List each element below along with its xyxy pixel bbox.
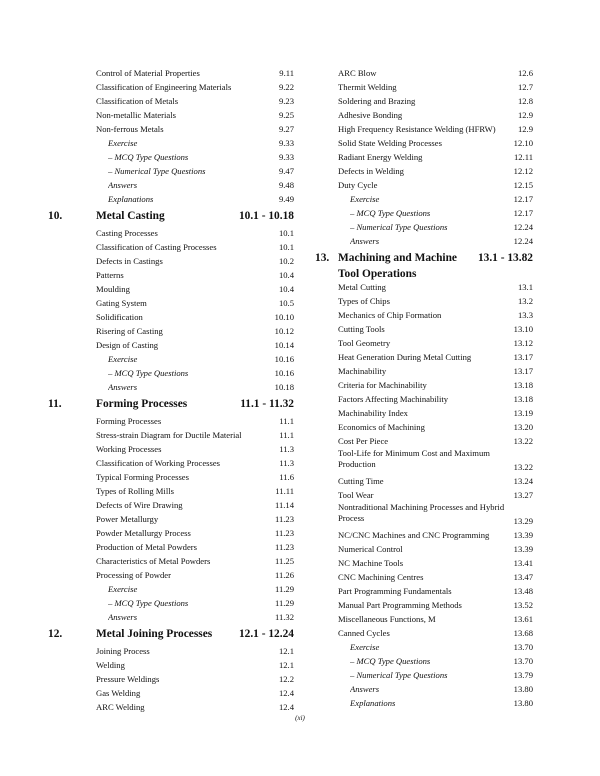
- toc-entry[interactable]: [44, 310, 294, 324]
- toc-entry[interactable]: [313, 350, 533, 364]
- entry-page-number: 13.39: [513, 544, 533, 554]
- entry-title: Exercise: [108, 138, 138, 148]
- entry-title: Explanations: [108, 194, 154, 204]
- entry-title: Defects in Welding: [338, 166, 404, 176]
- entry-page-number: 13.18: [513, 380, 533, 390]
- toc-entry[interactable]: [313, 420, 533, 434]
- entry-title: Characteristics of Metal Powders: [96, 556, 211, 566]
- entry-title: Economics of Machining: [338, 422, 425, 432]
- entry-title: Answers: [108, 180, 138, 190]
- toc-entry[interactable]: [313, 626, 533, 640]
- toc-entry[interactable]: [313, 308, 533, 322]
- toc-subentry[interactable]: [44, 164, 294, 178]
- entry-title: – Numerical Type Questions: [108, 166, 206, 176]
- entry-page-number: 10.5: [278, 298, 294, 308]
- toc-entry[interactable]: [44, 442, 294, 456]
- entry-title: Classification of Engineering Materials: [96, 82, 232, 92]
- toc-subentry[interactable]: [44, 150, 294, 164]
- toc-entry[interactable]: [44, 296, 294, 310]
- chapter-number: 10.: [48, 210, 63, 222]
- entry-title: Patterns: [96, 270, 124, 280]
- toc-entry[interactable]: [44, 122, 294, 136]
- entry-title: CNC Machining Centres: [338, 572, 424, 582]
- entry-title: Machinability: [338, 366, 387, 376]
- entry-title: Factors Affecting Machinability: [338, 394, 449, 404]
- entry-title: Machinability Index: [338, 408, 408, 418]
- toc-entry[interactable]: [44, 470, 294, 484]
- toc-entry[interactable]: [313, 80, 533, 94]
- entry-page-number: 12.24: [513, 222, 533, 232]
- toc-entry[interactable]: [44, 456, 294, 470]
- toc-subentry[interactable]: [313, 234, 533, 248]
- entry-page-number: 10.18: [274, 382, 294, 392]
- entry-page-number: 11.23: [274, 528, 294, 538]
- entry-title: Typical Forming Processes: [96, 472, 189, 482]
- entry-page-number: 11.32: [274, 612, 294, 622]
- chapter-heading[interactable]: [44, 206, 294, 226]
- chapter-title: Metal Joining Processes: [96, 628, 213, 640]
- entry-page-number: 12.9: [517, 110, 533, 120]
- entry-title: Types of Chips: [338, 296, 390, 306]
- entry-page-number: 11.29: [274, 598, 294, 608]
- toc-entry[interactable]: [313, 364, 533, 378]
- entry-page-number: 9.23: [278, 96, 294, 106]
- toc-entry[interactable]: [44, 700, 294, 714]
- entry-title: Risering of Casting: [96, 326, 163, 336]
- entry-page-number: 11.1: [279, 430, 294, 440]
- toc-entry[interactable]: [44, 554, 294, 568]
- entry-page-number: 12.7: [517, 82, 533, 92]
- entry-page-number: 10.10: [274, 312, 294, 322]
- entry-title: Types of Rolling Mills: [96, 486, 174, 496]
- entry-page-number: 12.6: [517, 68, 533, 78]
- chapter-page-range: 12.1 - 12.24: [238, 628, 294, 640]
- toc-subentry[interactable]: [44, 380, 294, 394]
- entry-title: Explanations: [350, 698, 396, 708]
- entry-title: – Numerical Type Questions: [350, 222, 448, 232]
- entry-page-number: 10.4: [278, 270, 294, 280]
- entry-page-number: 13.3: [517, 310, 533, 320]
- toc-entry[interactable]: [313, 474, 533, 488]
- chapter-page-range: 10.1 - 10.18: [238, 210, 294, 222]
- toc-subentry[interactable]: [44, 178, 294, 192]
- entry-page-number: 12.2: [278, 674, 294, 684]
- toc-entry[interactable]: [44, 512, 294, 526]
- toc-entry[interactable]: [44, 686, 294, 700]
- entry-page-number: 11.1: [279, 416, 294, 426]
- entry-title: Working Processes: [96, 444, 162, 454]
- toc-entry[interactable]: [313, 94, 533, 108]
- entry-title: Forming Processes: [96, 416, 162, 426]
- entry-title: Answers: [108, 612, 138, 622]
- entry-page-number: 13.70: [513, 642, 533, 652]
- toc-entry[interactable]: [313, 570, 533, 584]
- entry-page-number: 10.1: [278, 242, 294, 252]
- entry-title: Canned Cycles: [338, 628, 390, 638]
- entry-page-number: 13.39: [513, 530, 533, 540]
- entry-page-number: 11.26: [274, 570, 294, 580]
- entry-title: Thermit Welding: [338, 82, 397, 92]
- toc-subentry[interactable]: [313, 682, 533, 696]
- chapter-number: 12.: [48, 628, 63, 640]
- entry-title: Defects in Castings: [96, 256, 163, 266]
- entry-title: Design of Casting: [96, 340, 159, 350]
- entry-title: Classification of Casting Processes: [96, 242, 217, 252]
- toc-entry[interactable]: [44, 226, 294, 240]
- entry-title: Exercise: [350, 194, 380, 204]
- entry-page-number: 13.17: [513, 366, 533, 376]
- toc-entry[interactable]: [313, 556, 533, 570]
- entry-title: Soldering and Brazing: [338, 96, 416, 106]
- entry-page-number: 13.20: [513, 422, 533, 432]
- chapter-page-range: 13.1 - 13.82: [477, 252, 533, 264]
- entry-page-number: 13.68: [513, 628, 533, 638]
- entry-title: Gating System: [96, 298, 147, 308]
- entry-page-number: 11.25: [274, 556, 294, 566]
- page-number: (xi): [295, 714, 305, 722]
- toc-subentry[interactable]: [44, 582, 294, 596]
- entry-page-number: 13.2: [517, 296, 533, 306]
- toc-entry[interactable]: [313, 434, 533, 448]
- entry-title: Answers: [350, 684, 380, 694]
- entry-title: Answers: [108, 382, 138, 392]
- entry-page-number: 13.61: [513, 614, 533, 624]
- chapter-heading[interactable]: [44, 624, 294, 644]
- toc-entry[interactable]: [313, 378, 533, 392]
- entry-page-number: 12.1: [278, 660, 294, 670]
- chapter-heading[interactable]: [313, 248, 533, 280]
- entry-title: Stress-strain Diagram for Ductile Material: [96, 430, 242, 440]
- entry-title: High Frequency Resistance Welding (HFRW): [338, 124, 496, 134]
- entry-page-number: 13.27: [513, 490, 533, 500]
- entry-page-number: 13.12: [513, 338, 533, 348]
- toc-entry[interactable]: [313, 598, 533, 612]
- toc-entry[interactable]: [44, 94, 294, 108]
- entry-title: Manual Part Programming Methods: [338, 600, 462, 610]
- toc-entry[interactable]: [313, 280, 533, 294]
- toc-entry[interactable]: [44, 254, 294, 268]
- toc-entry[interactable]: [313, 584, 533, 598]
- entry-title: Cutting Tools: [338, 324, 385, 334]
- entry-page-number: 13.80: [513, 684, 533, 694]
- entry-title: Duty Cycle: [338, 180, 378, 190]
- chapter-title: Metal Casting: [96, 210, 165, 222]
- entry-page-number: 10.2: [278, 256, 294, 266]
- toc-entry[interactable]: [44, 658, 294, 672]
- entry-title: Answers: [350, 236, 380, 246]
- entry-page-number: 9.48: [278, 180, 294, 190]
- entry-page-number: 12.12: [513, 166, 533, 176]
- entry-page-number: 9.33: [278, 152, 294, 162]
- entry-title: Exercise: [108, 584, 138, 594]
- toc-entry[interactable]: [313, 66, 533, 80]
- toc-entry[interactable]: [44, 108, 294, 122]
- toc-subentry[interactable]: [313, 668, 533, 682]
- entry-title: Non-ferrous Metals: [96, 124, 164, 134]
- toc-right-column: [313, 66, 533, 710]
- entry-page-number: 12.1: [278, 646, 294, 656]
- entry-title: – MCQ Type Questions: [350, 208, 431, 218]
- entry-page-number: 13.47: [513, 572, 533, 582]
- entry-page-number: 10.1: [278, 228, 294, 238]
- entry-title: Processing of Powder: [96, 570, 171, 580]
- entry-title: Part Programming Fundamentals: [338, 586, 452, 596]
- entry-page-number: 12.10: [513, 138, 533, 148]
- entry-page-number: 13.48: [513, 586, 533, 596]
- entry-page-number: 13.79: [513, 670, 533, 680]
- entry-page-number: 13.17: [513, 352, 533, 362]
- entry-page-number: 11.3: [279, 458, 294, 468]
- entry-page-number: 11.3: [279, 444, 294, 454]
- entry-title: Radiant Energy Welding: [338, 152, 423, 162]
- entry-page-number: 9.11: [279, 68, 294, 78]
- toc-entry[interactable]: [44, 324, 294, 338]
- entry-title: Classification of Metals: [96, 96, 179, 106]
- entry-title: Gas Welding: [96, 688, 141, 698]
- entry-page-number: 10.16: [274, 368, 294, 378]
- toc-entry[interactable]: [313, 336, 533, 350]
- entry-title: Adhesive Bonding: [338, 110, 403, 120]
- entry-title: Nontraditional Machining Processes and Hybrid Process: [338, 502, 505, 523]
- entry-page-number: 12.24: [513, 236, 533, 246]
- toc-entry[interactable]: [44, 268, 294, 282]
- entry-page-number: 11.23: [274, 514, 294, 524]
- toc-entry[interactable]: [44, 414, 294, 428]
- entry-page-number: 9.47: [278, 166, 294, 176]
- entry-page-number: 11.23: [274, 542, 294, 552]
- entry-title: Power Metallurgy: [96, 514, 159, 524]
- entry-page-number: 13.22: [513, 436, 533, 446]
- entry-title: Welding: [96, 660, 125, 670]
- toc-entry[interactable]: [313, 542, 533, 556]
- toc-entry[interactable]: [44, 338, 294, 352]
- entry-page-number: 12.4: [278, 702, 294, 712]
- toc-entry[interactable]: [313, 502, 533, 528]
- entry-title: Defects of Wire Drawing: [96, 500, 183, 510]
- toc-entry[interactable]: [313, 294, 533, 308]
- toc-entry[interactable]: [313, 448, 533, 474]
- toc-subentry[interactable]: [44, 136, 294, 150]
- entry-title: Mechanics of Chip Formation: [338, 310, 442, 320]
- toc-subentry[interactable]: [44, 192, 294, 206]
- entry-title: Cutting Time: [338, 476, 384, 486]
- toc-subentry[interactable]: [44, 366, 294, 380]
- toc-entry[interactable]: [313, 612, 533, 626]
- entry-title: Tool Geometry: [338, 338, 391, 348]
- entry-title: NC/CNC Machines and CNC Programming: [338, 530, 490, 540]
- toc-entry[interactable]: [44, 80, 294, 94]
- toc-entry[interactable]: [44, 282, 294, 296]
- toc-entry[interactable]: [44, 568, 294, 582]
- entry-page-number: 12.8: [517, 96, 533, 106]
- entry-title: NC Machine Tools: [338, 558, 404, 568]
- entry-page-number: 11.29: [274, 584, 294, 594]
- entry-page-number: 13.1: [517, 282, 533, 292]
- entry-title: Solid State Welding Processes: [338, 138, 442, 148]
- toc-subentry[interactable]: [313, 696, 533, 710]
- entry-page-number: 11.11: [275, 486, 294, 496]
- toc-entry[interactable]: [44, 66, 294, 80]
- chapter-heading[interactable]: [44, 394, 294, 414]
- toc-subentry[interactable]: [313, 192, 533, 206]
- entry-title: – Numerical Type Questions: [350, 670, 448, 680]
- entry-title: ARC Blow: [338, 68, 377, 78]
- entry-title: Casting Processes: [96, 228, 158, 238]
- toc-subentry[interactable]: [44, 610, 294, 624]
- toc-entry[interactable]: [313, 322, 533, 336]
- entry-page-number: 10.4: [278, 284, 294, 294]
- entry-title: Classification of Working Processes: [96, 458, 220, 468]
- entry-page-number: 12.17: [513, 208, 533, 218]
- toc-entry[interactable]: [44, 672, 294, 686]
- entry-title: Non-metallic Materials: [96, 110, 176, 120]
- toc-entry[interactable]: [44, 240, 294, 254]
- entry-page-number: 12.17: [513, 194, 533, 204]
- toc-subentry[interactable]: [313, 220, 533, 234]
- toc-entry[interactable]: [313, 392, 533, 406]
- toc-entry[interactable]: [313, 108, 533, 122]
- entry-page-number: 13.22: [513, 462, 533, 472]
- entry-page-number: 9.49: [278, 194, 294, 204]
- toc-entry[interactable]: [44, 644, 294, 658]
- entry-title: Heat Generation During Metal Cutting: [338, 352, 472, 362]
- entry-title: Powder Metallurgy Process: [96, 528, 191, 538]
- entry-page-number: 10.14: [274, 340, 294, 350]
- entry-page-number: 9.27: [278, 124, 294, 134]
- entry-page-number: 11.6: [279, 472, 294, 482]
- entry-title: ARC Welding: [96, 702, 145, 712]
- entry-page-number: 13.29: [513, 516, 533, 526]
- chapter-title: Forming Processes: [96, 398, 188, 410]
- entry-page-number: 12.11: [513, 152, 533, 162]
- entry-page-number: 9.25: [278, 110, 294, 120]
- entry-page-number: 13.52: [513, 600, 533, 610]
- entry-page-number: 10.12: [274, 326, 294, 336]
- entry-title: Criteria for Machinability: [338, 380, 427, 390]
- toc-subentry[interactable]: [44, 596, 294, 610]
- entry-title: – MCQ Type Questions: [108, 598, 189, 608]
- toc-entry[interactable]: [44, 498, 294, 512]
- toc-entry[interactable]: [313, 406, 533, 420]
- entry-page-number: 12.9: [517, 124, 533, 134]
- entry-page-number: 13.24: [513, 476, 533, 486]
- chapter-title: Machining and Machine Tool Operations: [338, 252, 457, 280]
- toc-entry[interactable]: [44, 526, 294, 540]
- toc-entry[interactable]: [313, 136, 533, 150]
- entry-title: Solidification: [96, 312, 143, 322]
- entry-page-number: 13.80: [513, 698, 533, 708]
- entry-page-number: 9.33: [278, 138, 294, 148]
- toc-subentry[interactable]: [313, 640, 533, 654]
- entry-title: – MCQ Type Questions: [108, 152, 189, 162]
- entry-title: – MCQ Type Questions: [108, 368, 189, 378]
- toc-entry[interactable]: [44, 540, 294, 554]
- chapter-number: 11.: [48, 398, 62, 410]
- entry-page-number: 9.22: [278, 82, 294, 92]
- entry-title: – MCQ Type Questions: [350, 656, 431, 666]
- toc-subentry[interactable]: [44, 352, 294, 366]
- entry-title: Miscellaneous Functions, M: [338, 614, 436, 624]
- toc-entry[interactable]: [313, 528, 533, 542]
- entry-title: Tool-Life for Minimum Cost and Maximum Production: [338, 448, 490, 469]
- entry-title: Metal Cutting: [338, 282, 386, 292]
- entry-page-number: 13.18: [513, 394, 533, 404]
- entry-page-number: 13.10: [513, 324, 533, 334]
- toc-entry[interactable]: [44, 428, 294, 442]
- entry-title: Production of Metal Powders: [96, 542, 197, 552]
- toc-entry[interactable]: [313, 164, 533, 178]
- entry-title: Pressure Weldings: [96, 674, 160, 684]
- entry-title: Moulding: [96, 284, 130, 294]
- entry-page-number: 12.4: [278, 688, 294, 698]
- entry-page-number: 10.16: [274, 354, 294, 364]
- entry-title: Tool Wear: [338, 490, 374, 500]
- chapter-page-range: 11.1 - 11.32: [240, 398, 294, 410]
- toc-entry[interactable]: [313, 122, 533, 136]
- entry-page-number: 13.70: [513, 656, 533, 666]
- entry-title: Exercise: [108, 354, 138, 364]
- entry-title: Numerical Control: [338, 544, 403, 554]
- toc-subentry[interactable]: [313, 654, 533, 668]
- entry-page-number: 11.14: [274, 500, 294, 510]
- entry-title: Control of Material Properties: [96, 68, 200, 78]
- chapter-number: 13.: [315, 252, 330, 264]
- toc-entry[interactable]: [313, 150, 533, 164]
- toc-left-column: [44, 66, 294, 714]
- toc-entry[interactable]: [313, 178, 533, 192]
- toc-entry[interactable]: [44, 484, 294, 498]
- entry-title: Joining Process: [96, 646, 150, 656]
- entry-page-number: 13.41: [513, 558, 533, 568]
- entry-title: Exercise: [350, 642, 380, 652]
- toc-entry[interactable]: [313, 488, 533, 502]
- entry-title: Cost Per Piece: [338, 436, 389, 446]
- entry-page-number: 12.15: [513, 180, 533, 190]
- toc-subentry[interactable]: [313, 206, 533, 220]
- entry-page-number: 13.19: [513, 408, 533, 418]
